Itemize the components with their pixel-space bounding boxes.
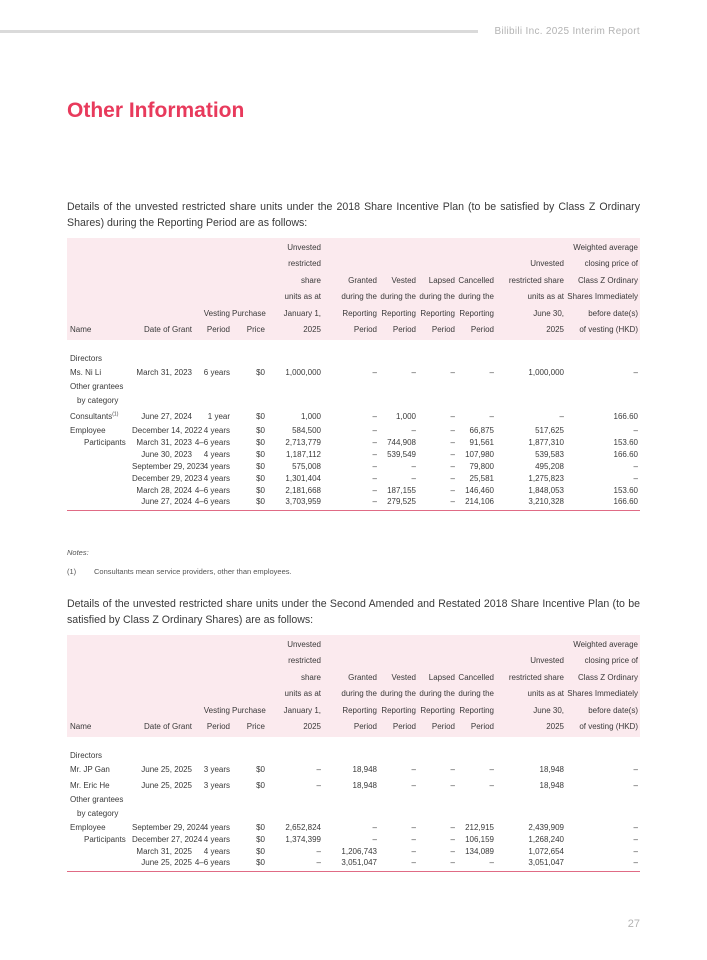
- section-title: Other Information: [67, 99, 245, 122]
- col-unvested-start: Unvested restricted share units as at January 1, 2025: [283, 640, 321, 732]
- table-row: June 27, 2024 4–6 years $0 3,703,959 – 279,525 – 214,106 3,210,328 166.60: [141, 497, 638, 507]
- col-name: Name: [70, 722, 92, 732]
- report-title: Bilibili Inc. 2025 Interim Report: [494, 26, 640, 37]
- col-granted: Granted during the Reporting Period: [341, 275, 377, 335]
- col-date-of-grant: Date of Grant: [143, 325, 192, 335]
- col-vested: Vested during the Reporting Period: [380, 275, 416, 335]
- participants-label: Participants: [84, 437, 126, 447]
- rsu-table-2018-plan: [67, 238, 640, 511]
- header-rule: [0, 30, 478, 33]
- employee-label: Employee: [70, 425, 106, 435]
- intro-paragraph-1: Details of the unvested restricted share units under the 2018 Share Incentive Plan (to be satisfied by Class Z Ordinary Shares) during the Reporting Period are as follows:: [67, 201, 640, 229]
- col-unvested-end: Unvested restricted share units as at June 30, 2025: [508, 656, 564, 732]
- col-purchase-price: Purchase Price: [232, 308, 266, 335]
- table-row: Mr. JP Gan June 25, 2025 3 years $0 – 18,948 – – – 18,948 –: [70, 764, 638, 774]
- table-row: March 28, 2024 4–6 years $0 2,181,668 – 187,155 – 146,460 1,848,053 153.60: [136, 485, 638, 495]
- col-name: Name: [70, 325, 92, 335]
- category-row: [67, 380, 640, 394]
- note-item: (1) Consultants mean service providers, other than employees.: [67, 567, 292, 576]
- table-row: Participants March 31, 2023 4–6 years $0 2,713,779 – 744,908 – 91,561 1,877,310 153.60: [67, 436, 640, 448]
- category-directors: Directors: [70, 750, 103, 760]
- employee-label: Employee: [70, 822, 106, 832]
- category-row: [67, 807, 640, 821]
- col-weighted-average: Weighted average closing price of Class Z Ordinary Shares Immediately before date(s) of vesting (HKD): [567, 640, 638, 732]
- col-unvested-start: Unvested restricted share units as at January 1, 2025: [283, 243, 321, 335]
- category-other-grantees: Other grantees: [70, 382, 124, 392]
- col-lapsed: Lapsed during the Reporting Period: [419, 275, 455, 335]
- table-header-row: [67, 238, 640, 340]
- participants-label: Participants: [84, 834, 126, 844]
- col-purchase-price: Purchase Price: [232, 705, 266, 732]
- col-lapsed: Lapsed during the Reporting Period: [419, 672, 455, 732]
- intro-paragraph-2: Details of the unvested restricted share units under the Second Amended and Restated 2018 Share Incentive Plan (to be satisfied by Class Z Ordinary Shares) are as follows:: [67, 598, 640, 626]
- category-other-grantees: Other grantees: [70, 795, 124, 805]
- col-cancelled: Cancelled during the Reporting Period: [458, 275, 494, 335]
- col-unvested-end: Unvested restricted share units as at June 30, 2025: [508, 259, 564, 335]
- table-header-row: [67, 635, 640, 737]
- table-row: Ms. Ni Li March 31, 2023 6 years $0 1,000,000 – – – – 1,000,000 –: [70, 367, 638, 377]
- category-row: [67, 749, 640, 761]
- col-cancelled: Cancelled during the Reporting Period: [458, 672, 494, 732]
- category-by-category: by category: [77, 809, 119, 819]
- page-number: 27: [627, 918, 640, 930]
- col-granted: Granted during the Reporting Period: [341, 672, 377, 732]
- category-row: [67, 352, 640, 364]
- table-row: December 29, 2023 4 years $0 1,301,404 – – – 25,581 1,275,823 –: [132, 473, 638, 483]
- table-row: Mr. Eric He June 25, 2025 3 years $0 – 18,948 – – – 18,948 –: [70, 780, 638, 790]
- col-vesting-period: Vesting Period: [203, 308, 230, 335]
- category-directors: Directors: [70, 353, 103, 363]
- notes-label: Notes:: [67, 548, 89, 557]
- col-vested: Vested during the Reporting Period: [380, 672, 416, 732]
- table-row: Consultants$^{(1)}$ June 27, 2024 1 year $0 1,000 – 1,000 – – – 166.60: [67, 408, 640, 424]
- col-date-of-grant: Date of Grant: [143, 722, 192, 732]
- rsu-table-amended-plan: [67, 635, 640, 872]
- consultants-label: Consultants$^{(1)}$: [70, 411, 119, 421]
- table-row: June 30, 2023 4 years $0 1,187,112 – 539,549 – 107,980 539,583 166.60: [141, 449, 638, 459]
- category-by-category: by category: [77, 396, 119, 406]
- col-weighted-average: Weighted average closing price of Class Z Ordinary Shares Immediately before date(s) of vesting (HKD): [567, 243, 638, 335]
- table-row: Employee September 29, 2024 4 years $0 2,652,824 – – – 212,915 2,439,909 –: [67, 821, 640, 833]
- category-row: [67, 793, 640, 807]
- col-vesting-period: Vesting Period: [203, 705, 230, 732]
- table-row: March 31, 2025 4 years $0 – 1,206,743 – – 134,089 1,072,654 –: [136, 846, 638, 856]
- table-row: September 29, 2023 4 years $0 575,008 – – – 79,800 495,208 –: [132, 461, 638, 471]
- category-row: [67, 394, 640, 408]
- table-row: Employee December 14, 2022 4 years $0 584,500 – – – 66,875 517,625 –: [67, 424, 640, 436]
- table-row: Participants December 27, 2024 4 years $0 1,374,399 – – – 106,159 1,268,240 –: [67, 833, 640, 845]
- table-row: June 25, 2025 4–6 years $0 – 3,051,047 – – – 3,051,047 –: [141, 858, 638, 868]
